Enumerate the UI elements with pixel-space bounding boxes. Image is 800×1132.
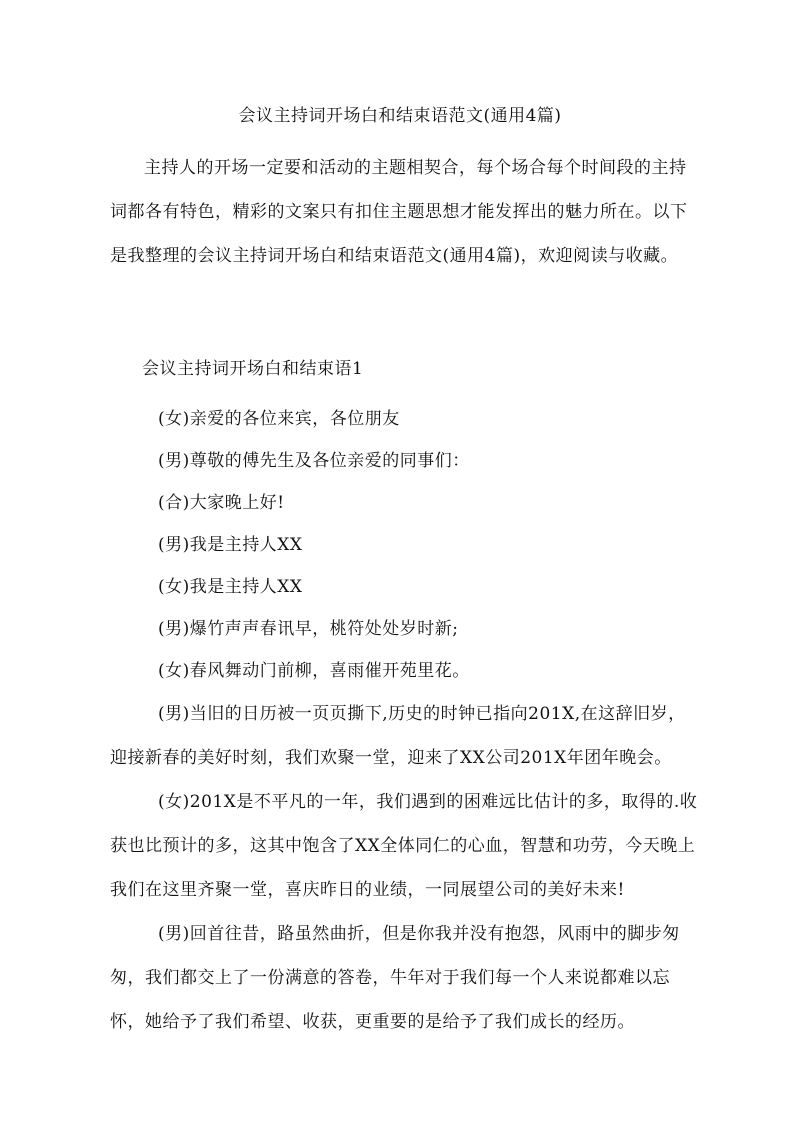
dialogue-line-female-host: (女)我是主持人XX	[158, 577, 303, 597]
dialogue-line-male-couplet: (男)爆竹声声春讯早，桃符处处岁时新;	[158, 619, 459, 639]
dialogue-line-male-host: (男)我是主持人XX	[158, 535, 303, 555]
dialogue-paragraph-male-reflection: (男)回首往昔，路虽然曲折，但是你我并没有抱怨，风雨中的脚步匆匆，我们都交上了一份满意的答卷，牛年对于我们每一个人来说都难以忘怀，她给予了我们希望、收获，更重要的是给予了我们成长的经历。	[110, 924, 680, 1032]
document-title: 会议主持词开场白和结束语范文(通用4篇)	[238, 106, 562, 126]
dialogue-line-female-greeting: (女)亲爱的各位来宾，各位朋友	[158, 409, 400, 429]
intro-paragraph: 主持人的开场一定要和活动的主题相契合，每个场合每个时间段的主持词都各有特色，精彩的文案只有扣住主题思想才能发挥出的魅力所在。以下是我整理的会议主持词开场白和结束语范文(通用4篇)，欢迎阅读与收藏。	[110, 158, 688, 266]
dialogue-line-male-greeting: (男)尊敬的傅先生及各位亲爱的同事们：	[158, 451, 470, 471]
dialogue-line-female-couplet: (女)春风舞动门前柳，喜雨催开苑里花。	[158, 661, 470, 681]
dialogue-line-together-greeting: (合)大家晚上好!	[158, 493, 285, 513]
dialogue-section	[110, 398, 700, 1044]
dialogue-paragraph-male-new-year: (男)当旧的日历被一页页撕下,历史的时钟已指向201X,在这辞旧岁，迎接新春的美好时刻，我们欢聚一堂，迎来了XX公司201X年团年晚会。	[110, 704, 686, 768]
section-heading: 会议主持词开场白和结束语1	[142, 359, 364, 379]
dialogue-paragraph-female-review: (女)201X是不平凡的一年，我们遇到的困难远比估计的多，取得的.收获也比预计的多，这其中饱含了XX全体同仁的心血，智慧和功劳，今天晚上我们在这里齐聚一堂，喜庆昨日的业绩，一同展望公司的美好未来!	[110, 792, 698, 900]
